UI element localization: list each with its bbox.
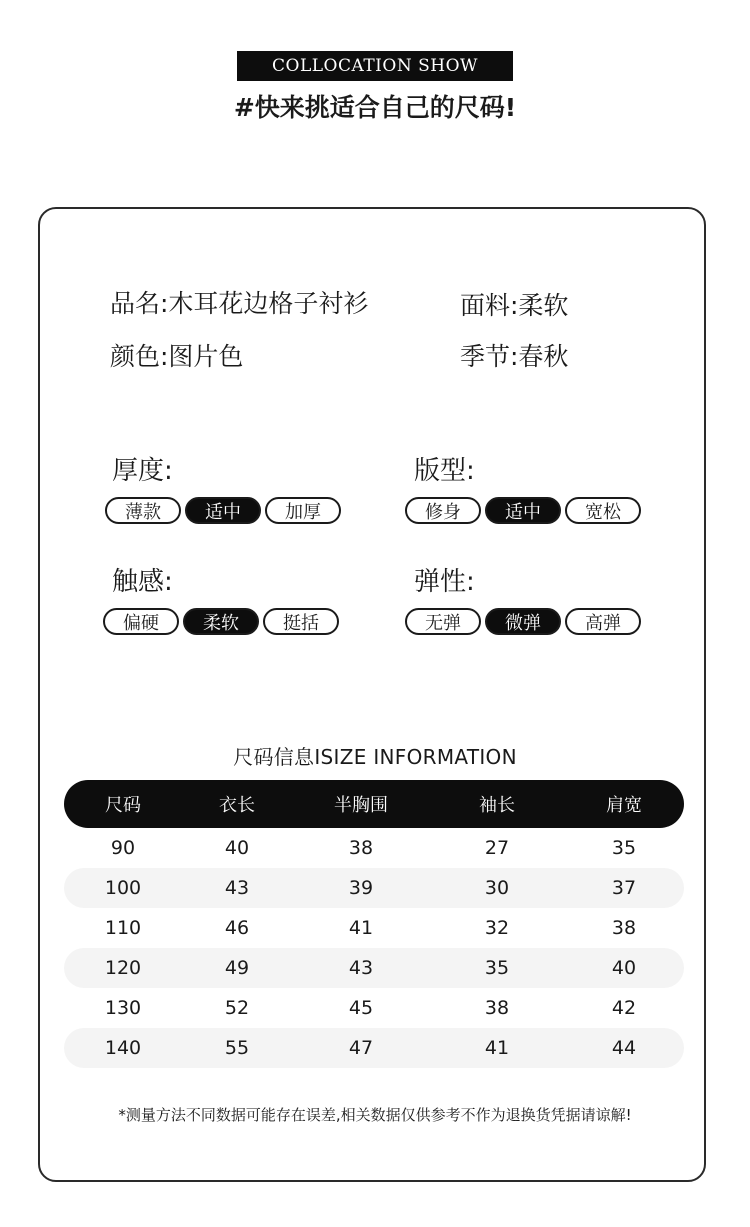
table-cell: 100 bbox=[104, 877, 142, 899]
table-cell: 130 bbox=[104, 997, 142, 1019]
touch-option: 挺括 bbox=[263, 608, 339, 635]
table-cell: 52 bbox=[224, 997, 250, 1019]
table-cell: 40 bbox=[611, 957, 637, 979]
fit-title: 版型: bbox=[414, 456, 475, 486]
table-row bbox=[64, 948, 684, 988]
table-cell: 38 bbox=[484, 997, 510, 1019]
table-cell: 47 bbox=[348, 1037, 374, 1059]
table-cell: 40 bbox=[224, 837, 250, 859]
table-row bbox=[64, 828, 684, 868]
elasticity-option: 高弹 bbox=[565, 608, 641, 635]
table-cell: 35 bbox=[611, 837, 637, 859]
table-cell: 55 bbox=[224, 1037, 250, 1059]
table-cell: 41 bbox=[484, 1037, 510, 1059]
column-header: 尺码 bbox=[105, 795, 141, 816]
table-cell: 41 bbox=[348, 917, 374, 939]
elasticity-option: 无弹 bbox=[405, 608, 481, 635]
table-row bbox=[64, 868, 684, 908]
thickness-options bbox=[105, 497, 341, 524]
touch-options bbox=[103, 608, 339, 635]
fit-option: 宽松 bbox=[565, 497, 641, 524]
table-cell: 37 bbox=[611, 877, 637, 899]
table-cell: 35 bbox=[484, 957, 510, 979]
table-cell: 45 bbox=[348, 997, 374, 1019]
column-header: 半胸围 bbox=[334, 795, 388, 816]
thickness-option: 加厚 bbox=[265, 497, 341, 524]
thickness-title: 厚度: bbox=[112, 456, 173, 486]
elasticity-options bbox=[405, 608, 641, 635]
product-color: 颜色:图片色 bbox=[110, 342, 244, 371]
touch-title: 触感: bbox=[112, 567, 173, 597]
table-row bbox=[64, 908, 684, 948]
table-cell: 44 bbox=[611, 1037, 637, 1059]
elasticity-option-selected: 微弹 bbox=[485, 608, 561, 635]
size-info-heading: 尺码信息ISIZE INFORMATION bbox=[233, 745, 517, 769]
table-cell: 30 bbox=[484, 877, 510, 899]
size-table bbox=[64, 780, 684, 1068]
product-season: 季节:春秋 bbox=[460, 342, 569, 371]
table-cell: 27 bbox=[484, 837, 510, 859]
fit-option-selected: 适中 bbox=[485, 497, 561, 524]
column-header: 衣长 bbox=[219, 795, 255, 816]
table-cell: 120 bbox=[104, 957, 142, 979]
table-cell: 38 bbox=[611, 917, 637, 939]
table-cell: 49 bbox=[224, 957, 250, 979]
column-header: 袖长 bbox=[479, 795, 515, 816]
table-row bbox=[64, 1028, 684, 1068]
table-cell: 46 bbox=[224, 917, 250, 939]
touch-option-selected: 柔软 bbox=[183, 608, 259, 635]
table-cell: 39 bbox=[348, 877, 374, 899]
table-cell: 38 bbox=[348, 837, 374, 859]
table-cell: 42 bbox=[611, 997, 637, 1019]
thickness-option: 薄款 bbox=[105, 497, 181, 524]
touch-option: 偏硬 bbox=[103, 608, 179, 635]
collocation-show-badge: COLLOCATION SHOW bbox=[237, 51, 513, 81]
fit-options bbox=[405, 497, 641, 524]
column-header: 肩宽 bbox=[606, 795, 642, 816]
elasticity-title: 弹性: bbox=[414, 567, 475, 597]
table-cell: 110 bbox=[104, 917, 142, 939]
thickness-option-selected: 适中 bbox=[185, 497, 261, 524]
fit-option: 修身 bbox=[405, 497, 481, 524]
table-row bbox=[64, 988, 684, 1028]
product-name: 品名:木耳花边格子衬衫 bbox=[110, 289, 369, 318]
table-cell: 32 bbox=[484, 917, 510, 939]
table-cell: 140 bbox=[104, 1037, 142, 1059]
table-cell: 43 bbox=[348, 957, 374, 979]
table-cell: 90 bbox=[110, 837, 136, 859]
size-table-header bbox=[64, 780, 684, 828]
page-subtitle: #快来挑适合自己的尺码! bbox=[233, 93, 517, 122]
table-cell: 43 bbox=[224, 877, 250, 899]
product-fabric: 面料:柔软 bbox=[460, 291, 569, 320]
measurement-disclaimer: *测量方法不同数据可能存在误差,相关数据仅供参考不作为退换货凭据请谅解! bbox=[118, 1106, 632, 1124]
